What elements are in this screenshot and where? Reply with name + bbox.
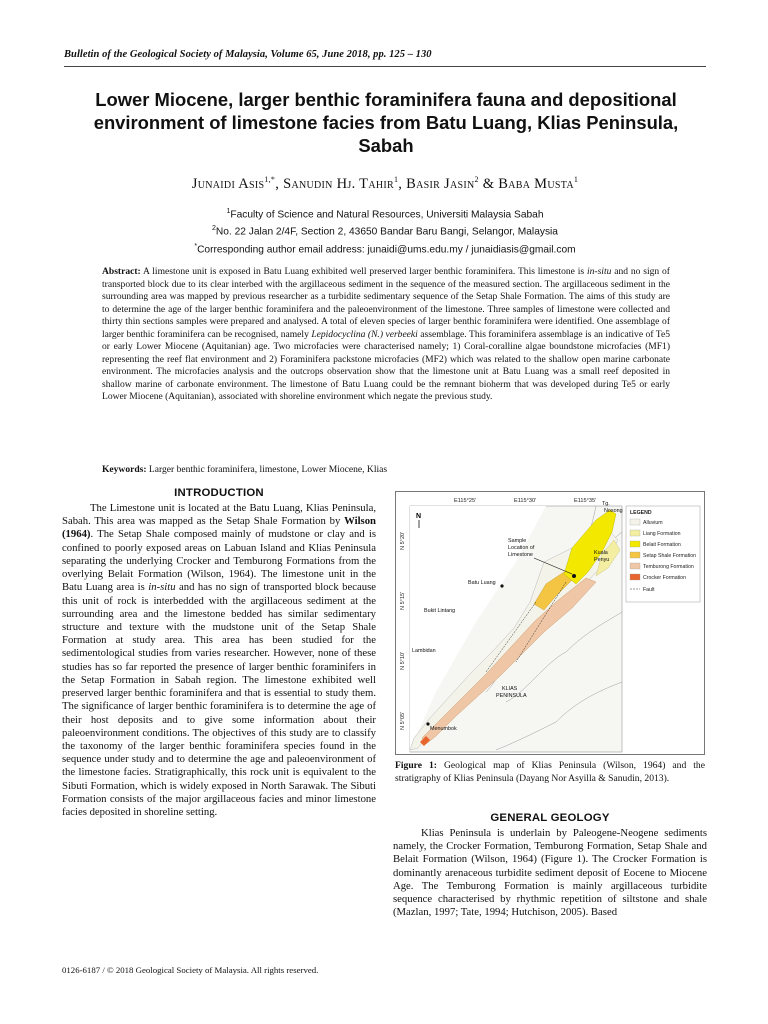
affiliation-1-text: Faculty of Science and Natural Resources, Universiti Malaysia Sabah	[230, 209, 544, 221]
journal-header: Bulletin of the Geological Society of Malaysia, Volume 65, June 2018, pp. 125 – 130	[64, 49, 432, 60]
affiliation-2-sup: 2	[212, 225, 216, 233]
abstract-species: Lepidocyclina (N.) verbeeki	[311, 328, 418, 340]
affiliation-3-sup: *	[194, 242, 198, 250]
keywords	[102, 464, 670, 475]
affiliation-2	[64, 222, 706, 239]
keywords-label: Keywords:	[102, 464, 147, 475]
abstract-text-3: assemblage. This foraminifera assemblage is an indicative of Te5 or early Lower Miocene (Aquitanian) age. Two microfacies were characterised namely; 1) Coral-coralline algae boundstone microfacies (MF1) representing the reef flat environment and 2) Foraminifera packstone microfacies (MF2) which was related to the shallow open marine carbonate environment. The microfacies analysis and the outcrops observation show that the limestone unit at Batu Luang was a small reef deposited in shallow marine of carbonate environment. The limestone of Batu Luang could be the remnant bioherm that was developed during Te5 or early Lower Miocene (Aquitanian), associated with shoreline environment which negate the previous study.	[102, 328, 670, 403]
right-column	[393, 812, 707, 920]
label-batu-luang: Batu Luang	[468, 580, 496, 586]
figure-caption-text: Geological map of Klias Peninsula (Wilson, 1964) and the stratigraphy of Klias Peninsula (Dayang Nor Asyilla & Sanudin, 2013).	[395, 760, 705, 784]
copyright-footer: 0126-6187 / © 2018 Geological Society of Malaysia. All rights reserved.	[62, 965, 319, 975]
introduction-body	[62, 502, 376, 819]
legend-fault: Fault	[643, 587, 655, 593]
left-column	[62, 487, 376, 819]
intro-text-c: and has no sign of transported block because this unit of rock is interbedded with the argillaceous sediment at the surrounding area and the limestone bedded has similar sedimentary structure and texture with the mudstone unit of the Setap Shale Formation at study area. This area has been studied for the sedimentological studies from varies researcher. However, none of these studies has so far reported the presence of larger benthic foraminifers in the Setap Formation in Sabah region. The limestone exhibited well preserved larger benthic foraminifera and that is essential to study them. The significance of larger benthic foraminifera is to determine the age of their host deposits and to give some information about their paleoenvironment conditions. The objectives of this study are to classify the taxonomy of the larger benthic foraminifera species found in the sequence under study and to determine the age and paleoenvironment of the limestone facies. Stratigraphically, this rock unit is equivalent to the Sibuti Formation, which is widely exposed in North Sarawak. The Sibuti Formation consists of the major argillaceous facies and minor limestone facies deposited in shoreline setting.	[62, 581, 376, 819]
coord-left-2: N 5°15'	[400, 591, 406, 610]
affiliation-1	[64, 205, 706, 222]
legend-setap: Setap Shale Formation	[643, 553, 697, 559]
general-geology-body	[393, 827, 707, 920]
geological-map	[396, 492, 704, 754]
legend-swatch-alluvium	[630, 519, 640, 525]
introduction-paragraph	[62, 502, 376, 819]
label-tg: Tg.	[602, 501, 610, 507]
header-rule	[64, 66, 706, 67]
coord-top-3: E115°35'	[574, 498, 597, 504]
label-penyu: Penyu	[594, 557, 610, 563]
legend-temburong: Temburong Formation	[643, 564, 694, 570]
paper-title	[70, 88, 702, 157]
label-peninsula: PENINSULA	[496, 693, 527, 699]
geological-map-figure	[395, 491, 705, 755]
author-1-sup: 1,*	[264, 175, 276, 184]
legend-swatch-liang	[630, 530, 640, 536]
label-lambidan: Lambidan	[412, 648, 436, 654]
affiliation-2-text: No. 22 Jalan 2/4F, Section 2, 43650 Bandar Baru Bangi, Selangor, Malaysia	[215, 226, 558, 238]
sample-point	[572, 574, 576, 578]
figure-caption	[395, 760, 705, 785]
label-kuala: Kuala	[594, 550, 608, 556]
general-geology-paragraph: Klias Peninsula is underlain by Paleogene-Neogene sediments namely, the Crocker Formation, Temburong Formation, Setap Shale and Belait Formation (Wilson, 1964) (Figure 1). The Crocker Formation is dominantly arenaceous turbidite sediment deposit of Eocene to Miocene Age. The Temburong Formation is mainly argillaceous turbidite sequence characterised by rhythmic repetition of siltstone and shale (Mazlan, 1997; Tate, 1994; Hutchison, 2005). Based	[393, 827, 707, 919]
label-menumbok: Menumbok	[430, 726, 457, 732]
author-list: Junaidi Asis$^{1,*}$, Sanudin Hj. Tahir$^1$, Basir Jasin$^2$ & Baba Musta$^1$	[191, 175, 579, 192]
author-4-sup: 1	[573, 175, 579, 184]
north-arrow-icon: N	[416, 513, 422, 520]
author-3-sup: 2	[474, 175, 479, 184]
abstract-text-2: and no sign of transported block due to its clear interbed with the argillaceous sediment in the sequence of the measured section. The argillaceous sediment in the surrounding area was mapped by previous researcher as a turbidite sedimentary sequence of the Setap Shale Formation. The aims of this study are to determine the age of the larger benthic foraminifera and the paleoenvironment of the limestone. Three samples of limestone were collected and thirty thin sections samples were prepared and analysed. A total of eleven species of larger benthic foraminifera were identified. One assemblage of larger benthic foraminifera can be recognised, namely	[102, 266, 670, 340]
author-2: Sanudin Hj. Tahir	[283, 175, 394, 192]
author-1: Junaidi Asis	[191, 175, 265, 192]
general-geology-heading: GENERAL GEOLOGY	[490, 812, 610, 824]
legend-swatch-belait	[630, 541, 640, 547]
keywords-text: Larger benthic foraminifera, limestone, Lower Miocene, Klias	[146, 464, 388, 475]
intro-citation-link[interactable]: Wilson (1964)	[62, 515, 376, 541]
label-sample: Sample	[508, 538, 527, 544]
map-legend	[626, 506, 700, 602]
abstract-insitu: in-situ	[586, 266, 612, 277]
intro-insitu: in-situ	[148, 581, 176, 594]
intro-text-b: . The Setap Shale composed mainly of mudstone or clay and is confined to poorly exposed areas on Labuan Island and Klias Peninsula separating the underlying Crocker and Temburong Formations from the overlying Belait Formation (Wilson, 1964). The limestone unit in the Batu Luang area is	[62, 528, 376, 594]
label-klias: KLIAS	[502, 686, 518, 692]
affiliations	[64, 205, 706, 257]
affiliation-3	[64, 240, 706, 257]
title-line-3: Sabah	[358, 135, 414, 156]
label-nosong: Nosong	[604, 508, 623, 514]
introduction-heading: INTRODUCTION	[174, 487, 264, 499]
intro-text-a: The Limestone unit is located at the Batu Luang, Klias Peninsula, Sabah. This area was mapped as the Setap Shale Formation by	[62, 502, 376, 528]
legend-swatch-temburong	[630, 563, 640, 569]
coord-left-1: N 5°20'	[400, 531, 406, 550]
legend-swatch-setap	[630, 552, 640, 558]
figure-caption-label: Figure 1:	[395, 760, 437, 771]
coord-top-2: E115°30'	[514, 498, 537, 504]
label-bukit-lintang: Bukit Lintang	[424, 608, 456, 614]
author-4: Baba Musta	[498, 175, 574, 192]
legend-swatch-crocker	[630, 574, 640, 580]
label-limestone: Limestone	[508, 552, 533, 558]
abstract-text-1: A limestone unit is exposed in Batu Luang exhibited well preserved larger benthic foraminifera. This limestone is	[140, 266, 587, 277]
affiliation-3-text: Corresponding author email address: junaidi@ums.edu.my / junaidiasis@gmail.com	[197, 244, 576, 256]
affiliation-1-sup: 1	[226, 208, 231, 215]
batu-luang-point	[500, 584, 503, 587]
title-line-1: Lower Miocene, larger benthic foraminifera fauna and depositional	[95, 89, 677, 110]
abstract-label: Abstract:	[102, 266, 141, 277]
legend-belait: Belait Formation	[643, 542, 681, 548]
label-location-of: Location of	[508, 545, 535, 551]
legend-alluvium: Alluvium	[643, 520, 663, 526]
coord-left-3: N 5°10'	[400, 651, 406, 670]
author-3: Basir Jasin	[406, 175, 475, 192]
coord-left-4: N 5°05'	[400, 711, 406, 730]
author-2-sup: 1	[393, 175, 399, 184]
legend-crocker: Crocker Formation	[643, 575, 686, 581]
coord-top-1: E115°25'	[454, 498, 477, 504]
legend-liang: Liang Formation	[643, 531, 681, 537]
title-line-2: environment of limestone facies from Batu Luang, Klias Peninsula,	[93, 112, 679, 133]
abstract	[102, 266, 670, 404]
legend-title: LEGEND	[630, 510, 652, 516]
